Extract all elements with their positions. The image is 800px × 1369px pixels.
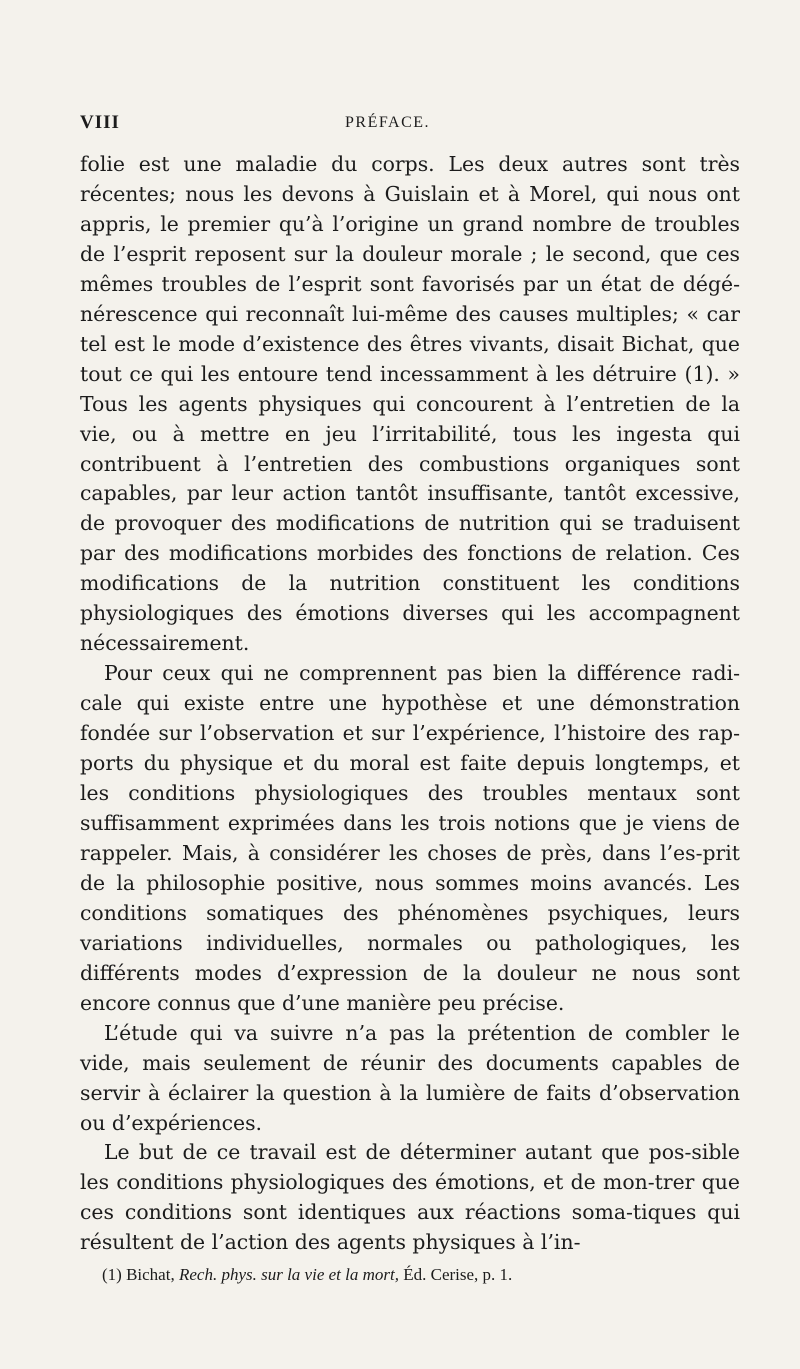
paragraph-4: Le but de ce travail est de déterminer autant que pos-sible les conditions physiologiques des émotions, et de mon-trer que ces conditions sont identiques aux réactions soma-tiques qui résultent de l’action des agents physiques à l’in- xyxy=(80,1140,740,1255)
page-number: VIII xyxy=(80,112,120,133)
paragraph-3: L’étude qui va suivre n’a pas la prétention de combler le vide, mais seulement de réunir des documents capables de servir à éclairer la question à la lumière de faits d’observation ou d’expériences. xyxy=(80,1020,740,1135)
body-text xyxy=(80,150,740,1258)
footnote-edition: Éd. Cerise, p. 1. xyxy=(403,1265,513,1284)
page-header xyxy=(80,112,740,136)
footnote-title: Rech. phys. sur la vie et la mort, xyxy=(178,1265,399,1284)
footnote xyxy=(102,1264,742,1286)
footnote-author: Bichat, xyxy=(126,1265,175,1284)
paragraph-1: folie est une maladie du corps. Les deux autres sont très récentes; nous les devons à Guislain et à Morel, qui nous ont appris, le premier qu’à l’origine un grand nombre de troubles de l’esprit reposent sur la douleur morale ; le second, que ces mêmes troubles de l’esprit sont favorisés par un état de dégé-nérescence qui reconnaît lui-même des causes multiples; « car tel est le mode d’existence des êtres vivants, disait Bichat, que tout ce qui les entoure tend incessamment à les détruire (1). » Tous les agents physiques qui concourent à l’entretien de la vie, ou à mettre en jeu l’irritabilité, tous les ingesta qui contribuent à l’entretien des combustions organiques sont capables, par leur action tantôt insuffisante, tantôt excessive, de provoquer des modifications de nutrition qui se traduisent par des modifications morbides des fonctions de relation. Ces modifications de la nutrition constituent les conditions physiologiques des émotions diverses qui les accompagnent nécessairement. xyxy=(80,152,740,656)
footnote-marker: (1) xyxy=(102,1265,122,1284)
paragraph-2: Pour ceux qui ne comprennent pas bien la différence radi-cale qui existe entre une hypothèse et une démonstration fondée sur l’observation et sur l’expérience, l’histoire des rap-ports du physique et du moral est faite depuis longtemps, et les conditions physiologiques des troubles mentaux sont suffisamment exprimées dans les trois notions que je viens de rappeler. Mais, à considérer les choses de près, dans l’es-prit de la philosophie positive, nous sommes moins avancés. Les conditions somatiques des phénomènes psychiques, leurs variations individuelles, normales ou pathologiques, les différents modes d’expression de la douleur ne nous sont encore connus que d’une manière peu précise. xyxy=(80,661,740,1015)
running-title: PRÉFACE. xyxy=(345,114,431,131)
